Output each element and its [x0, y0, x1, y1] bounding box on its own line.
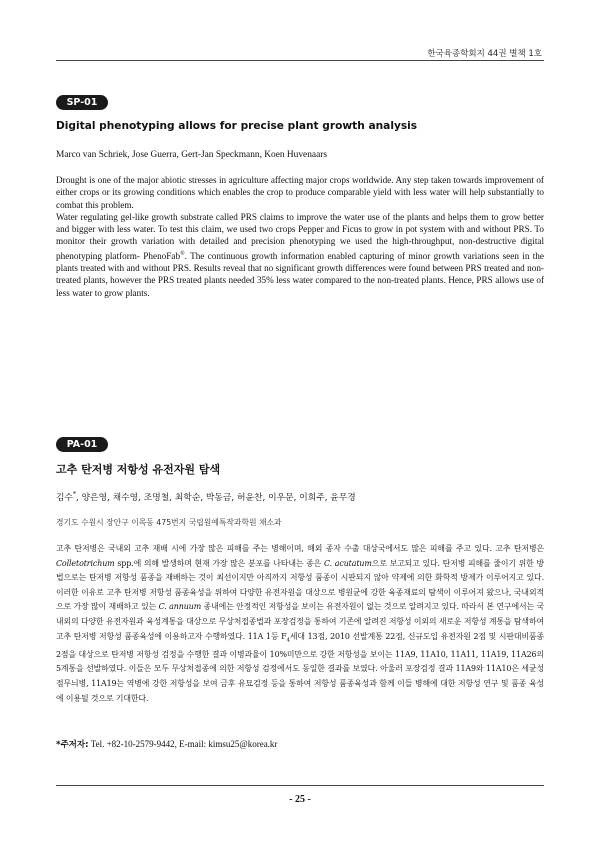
pa01-authors: 김수*, 양은영, 채수영, 조명철, 최학순, 박동금, 허윤찬, 이우문, 이희주, 윤무경 [56, 491, 356, 503]
sp01-badge: SP-01 [56, 95, 108, 110]
pa01-badge: PA-01 [56, 437, 108, 452]
footer-rule [56, 785, 544, 786]
pa01-affiliation: 경기도 수원시 장안구 이목동 475번지 국립원예특작과학원 채소과 [56, 518, 282, 527]
sp01-paragraph-2: Water regulating gel-like growth substrate called PRS claims to improve the water use of the plants and helps them to grow better and bigger with less water. To test this claim, we used two crops Pepper and Ficus to grow in pot system with and without PRS. To monitor their growth variation with detailed and precision phenotyping we used the high-throughput, non-destructive digital phenotyping platform- PhenoFab®. The continuous growth information enabled capturing of minor growth variations seen in the plants treated with and without PRS. Results reveal that no significant growth differences were found between PRS treated and non-treated plants, however the PRS treated plants needed 35% less water compared to the non-treated plants. Hence, PRS allows use of less water to grow plants. [56, 211, 544, 298]
sp01-paragraph-1: Drought is one of the major abiotic stresses in agriculture affecting major crops worldwide. Any step taken towards improvement of either crops or its growing conditions which enables the crop to produce comparable yield with less water will help substantially to combat this problem. [56, 175, 544, 210]
sp01-abstract [56, 174, 544, 299]
sp01-title: Digital phenotyping allows for precise plant growth analysis [56, 120, 418, 132]
pa01-body-text: 고추 탄저병은 국내외 고추 재배 시에 가장 많은 피해를 주는 병해이며, 해외 종자 수출 대상국에서도 많은 피해를 주고 있다. 고추 탄저병은 Colletotrichum spp.에 의해 발생하며 현재 가장 많은 분포를 나타내는 종은 C. acutatum으로 보고되고 있다. 탄저병 피해를 줄이기 위한 방법으로는 탄저병 저항성 품종을 재배하는 것이 최선이지만 아직까지 저항성 품종이 시판되지 않아 약제에 의한 화학적 방제가 이루어지고 있다. 이러한 이유로 고추 탄저병 저항성 품종육성을 위하여 다양한 유전자원을 대상으로 병원균에 강한 육종재료의 탐색이 이루어져 왔으나, 국내외적으로 가장 많이 재배하고 있는 C. annuum 종내에는 안정적인 저항성을 보이는 유전자원이 없는 것으로 알려지고 있다. 따라서 본 연구에서는 국내외의 다양한 유전자원과 육성계통을 대상으로 무상처접종법과 포장검정을 통하여 기존에 알려진 저항성 이외의 새로운 저항성 계통을 탐색하여 고추 탄저병 저항성 품종육성에 이용하고자 수행하였다. 11A 1등 $F_4$세대 13점, 2010 선발계통 22점, 신규도입 유전자원 2점 및 시판대비품종 2점을 대상으로 탄저병 저항성 검정을 수행한 결과 이병과율이 10%미만으로 강한 저항성을 보이는 11A9, 11A10, 11A11, 11A19, 11A26의 5계통을 선발하였다. 이들은 모두 무상처접종에 의한 저항성 검정에서도 동일한 결과를 보였다. 아울러 포장검정 결과 11A9와 11A10은 세균성 점무늬병, 11A19는 역병에 강한 저항성을 보여 금후 유묘검정 등을 통하여 저항성 품종육성과 함께 이들 병해에 대한 저항성 연구 및 품종 육성에 이용될 것으로 기대한다. [56, 544, 545, 703]
page-number: - 25 - [289, 794, 311, 805]
header-rule [56, 60, 544, 61]
journal-header: 한국육종학회지 44권 별책 1호 [427, 49, 542, 59]
sp01-authors: Marco van Schriek, Jose Guerra, Gert-Jan Speckmann, Koen Huvenaars [56, 150, 328, 160]
pa01-abstract [56, 542, 544, 706]
pa01-contact: *주저자: Tel. +82-10-2579-9442, E-mail: kimsu25@korea.kr [56, 739, 278, 750]
pa01-title: 고추 탄저병 저항성 유전자원 탐색 [56, 463, 221, 476]
